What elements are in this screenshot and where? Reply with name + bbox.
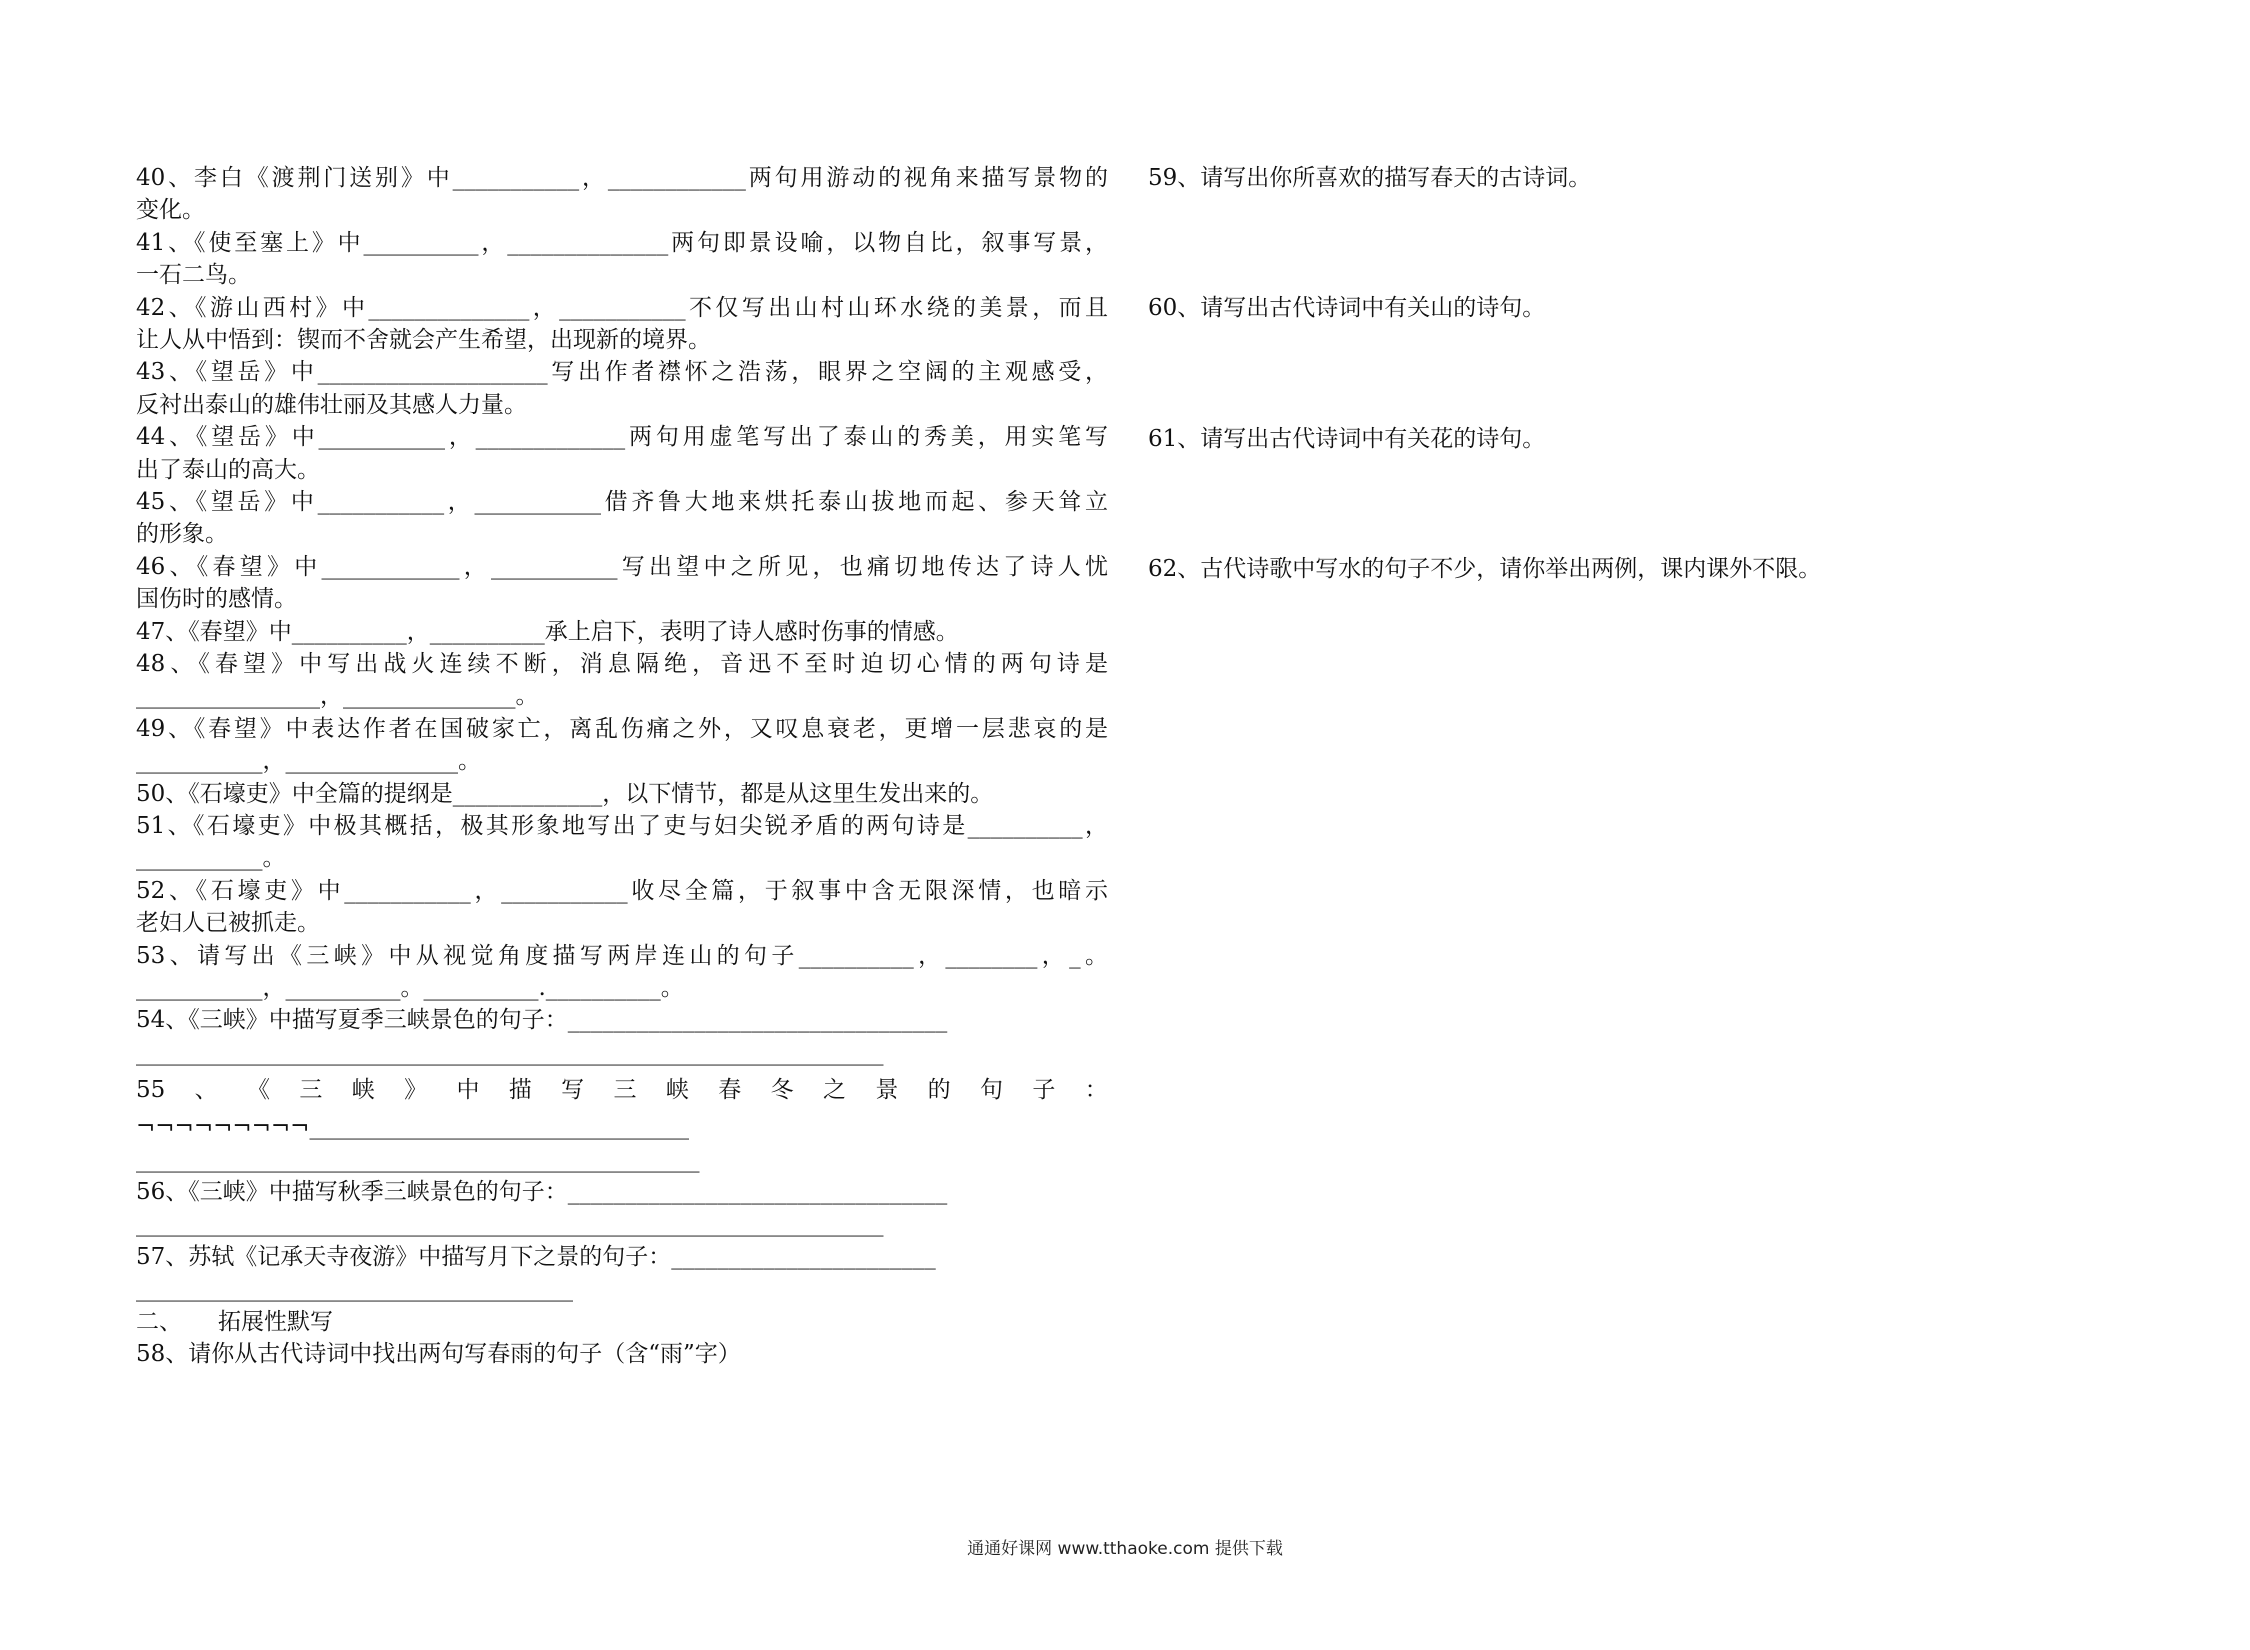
q55-char: 春	[718, 1077, 742, 1104]
q53-line1: 53、请写出《三峡》中从视觉角度描写两岸连山的句子__________，________，_。	[136, 942, 1108, 969]
q55-char: 写	[561, 1077, 585, 1104]
q50-line1: 50、《石壕吏》中全篇的提纲是_____________，以下情节，都是从这里生发出来的。	[136, 780, 994, 807]
q61-prompt: 61、请写出古代诗词中有关花的诗句。	[1148, 426, 1546, 452]
q55-char: 景	[875, 1077, 899, 1104]
section-number: 二、	[136, 1308, 182, 1335]
q54-line1: 54、《三峡》中描写夏季三峡景色的句子：_________________________________	[136, 1007, 948, 1034]
q55-line3: _________________________________________________	[136, 1146, 700, 1173]
q46-line1: 46、《春望》中____________，___________写出望中之所见，也痛切地传达了诗人忧	[136, 553, 1108, 580]
q62-prompt: 62、古代诗歌中写水的句子不少，请你举出两例，课内课外不限。	[1148, 556, 1822, 582]
q46-line2: 国伤时的感情。	[136, 586, 297, 613]
q55-char: 峡	[665, 1077, 689, 1104]
q55-char: 55	[136, 1077, 166, 1104]
q55-char: 三	[613, 1077, 637, 1104]
q55-char: 句	[980, 1077, 1004, 1104]
q55-line2: ¬¬¬¬¬¬¬¬¬_________________________________	[136, 1114, 689, 1141]
q44-line2: 出了泰山的高大。	[136, 456, 320, 483]
q55-char: 描	[508, 1077, 532, 1104]
q55-char: 冬	[770, 1077, 794, 1104]
q40-line1: 40、李白《渡荆门送别》中___________，____________两句用游动的视角来描写景物的	[136, 165, 1108, 191]
q49-line1: 49、《春望》中表达作者在国破家亡，离乱伤痛之外，又叹息衰老，更增一层悲哀的是	[136, 715, 1108, 742]
section-heading	[136, 1306, 1108, 1338]
q59-prompt: 59、请写出你所喜欢的描写春天的古诗词。	[1148, 165, 1592, 191]
q53-line2: ___________，__________。__________.__________。	[136, 974, 684, 1001]
section-title: 拓展性默写	[218, 1308, 333, 1335]
q48-line2: ________________，_______________。	[136, 683, 539, 710]
q42-line1: 42、《游山西村》中______________，___________不仅写出山村山环水绕的美景，而且	[136, 294, 1108, 321]
q55-char: 峡	[351, 1077, 375, 1104]
q41-line2: 一石二鸟。	[136, 262, 251, 289]
q55-char: 》	[404, 1077, 428, 1104]
q51-line2: ___________。	[136, 845, 286, 872]
q55-char: 三	[299, 1077, 323, 1104]
q55-char: 《	[247, 1077, 270, 1104]
left-column	[136, 162, 1108, 1370]
q51-line1: 51、《石壕吏》中极其概括，极其形象地写出了吏与妇尖锐矛盾的两句诗是__________，	[136, 812, 1108, 839]
q47-line1: 47、《春望》中__________，__________承上启下，表明了诗人感时伤事的情感。	[136, 618, 959, 645]
q55-char: 子	[1032, 1077, 1056, 1104]
q57-line1: 57、苏轼《记承天寺夜游》中描写月下之景的句子：_______________________	[136, 1243, 936, 1270]
q41-line1: 41、《使至塞上》中__________，______________两句即景设喻，以物自比，叙事写景，	[136, 229, 1108, 256]
q55-line1	[136, 1069, 1108, 1111]
q42-line2: 让人从中悟到：锲而不舍就会产生希望，出现新的境界。	[136, 326, 711, 353]
q43-line2: 反衬出泰山的雄伟壮丽及其感人力量。	[136, 391, 527, 418]
q57-line2: ______________________________________	[136, 1276, 573, 1303]
q56-line2: _________________________________________________________________	[136, 1211, 884, 1238]
q55-char: ：	[1084, 1077, 1108, 1104]
q43-line1: 43、《望岳》中____________________写出作者襟怀之浩荡，眼界之空阔的主观感受，	[136, 359, 1108, 386]
q49-line2: ___________，_______________。	[136, 748, 481, 775]
q60-prompt: 60、请写出古代诗词中有关山的诗句。	[1148, 295, 1546, 321]
q56-line1: 56、《三峡》中描写秋季三峡景色的句子：_________________________________	[136, 1179, 948, 1205]
q58-line1: 58、请你从古代诗词中找出两句写春雨的句子（含“雨”字）	[136, 1341, 741, 1368]
q52-line2: 老妇人已被抓走。	[136, 910, 320, 937]
footer-source: 通通好课网 www.tthaoke.com 提供下载	[967, 1539, 1283, 1559]
q40-line2: 变化。	[136, 197, 205, 224]
q52-line1: 52、《石壕吏》中___________，___________收尽全篇，于叙事中含无限深情，也暗示	[136, 877, 1108, 904]
q55-char: 中	[456, 1077, 480, 1104]
q48-line1: 48、《春望》中写出战火连续不断，消息隔绝，音迅不至时迫切心情的两句诗是	[136, 650, 1108, 677]
q45-line2: 的形象。	[136, 521, 228, 548]
q44-line1: 44、《望岳》中___________，_____________两句用虚笔写出了泰山的秀美，用实笔写	[136, 424, 1108, 451]
q54-line2: _________________________________________________________________	[136, 1039, 884, 1066]
q55-char: 的	[927, 1077, 951, 1104]
q45-line1: 45、《望岳》中___________，___________借齐鲁大地来烘托泰山拔地而起、参天耸立	[136, 488, 1108, 515]
q55-char: 、	[194, 1077, 218, 1104]
q55-char: 之	[822, 1077, 846, 1104]
